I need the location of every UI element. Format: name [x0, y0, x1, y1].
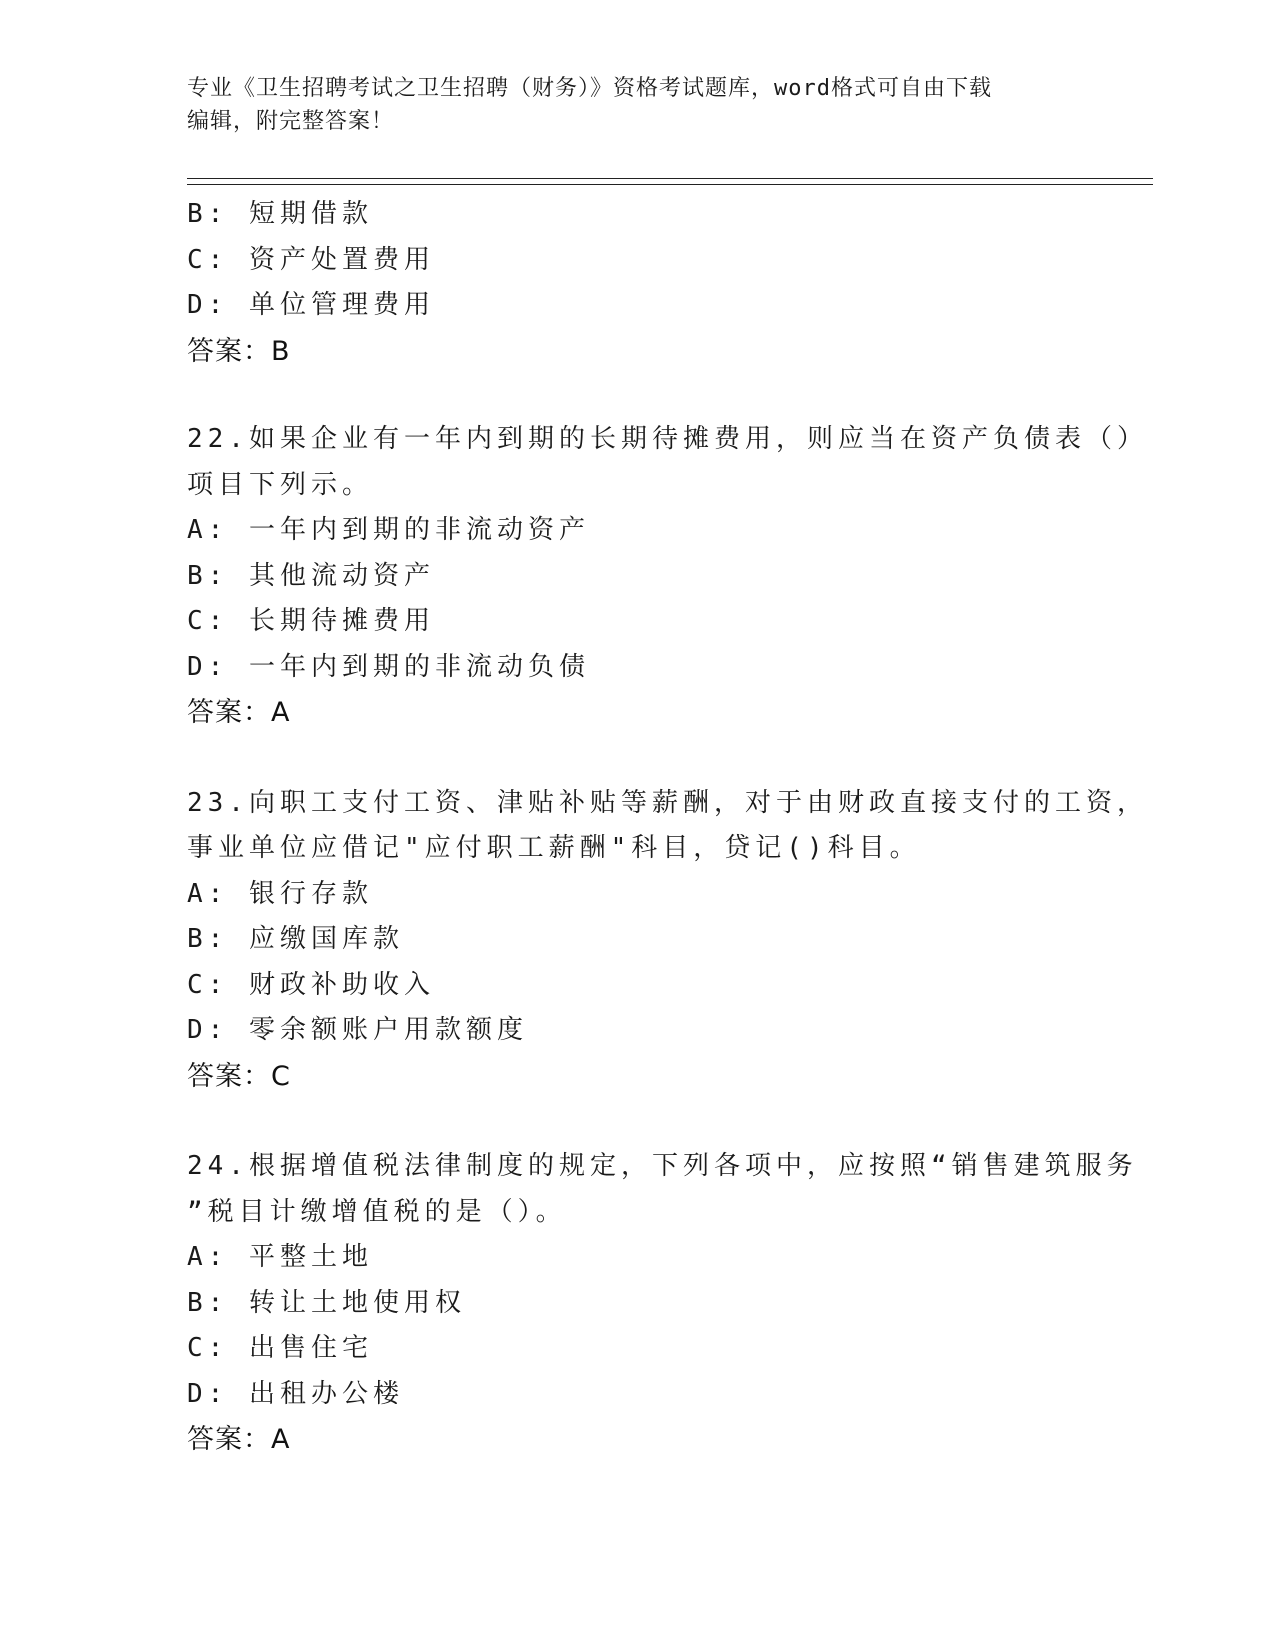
answer-line: 答案：A — [187, 1424, 291, 1455]
option-d: D: 出租办公楼 — [187, 1378, 404, 1409]
question-stem-line: 事业单位应借记"应付职工薪酬"科目，贷记()科目。 — [187, 833, 921, 863]
question-22 — [187, 417, 1147, 736]
option-b: B: 转让土地使用权 — [187, 1287, 466, 1318]
question-24 — [187, 1144, 1147, 1463]
option-d: D: 单位管理费用 — [187, 290, 435, 320]
answer-line: 答案：C — [187, 1060, 291, 1092]
option-d: D: 零余额账户用款额度 — [187, 1015, 528, 1045]
header-line-2: 编辑，附完整答案！ — [187, 109, 395, 134]
option-a: A: 银行存款 — [187, 878, 373, 909]
question-21-continued — [187, 192, 1147, 374]
question-stem-line: 22.如果企业有一年内到期的长期待摊费用，则应当在资产负债表（） — [187, 424, 1148, 454]
question-list — [187, 192, 1147, 1463]
option-a: A: 一年内到期的非流动资产 — [187, 515, 590, 545]
option-c: C: 资产处置费用 — [187, 244, 435, 275]
option-b: B: 短期借款 — [187, 199, 373, 229]
spacer — [187, 736, 1147, 781]
option-b: B: 其他流动资产 — [187, 560, 435, 591]
option-d: D: 一年内到期的非流动负债 — [187, 651, 590, 682]
header-divider — [187, 178, 1153, 185]
answer-line: 答案：A — [187, 697, 291, 728]
option-c: C: 财政补助收入 — [187, 969, 435, 1000]
option-c: C: 出售住宅 — [187, 1333, 373, 1363]
spacer — [187, 374, 1147, 417]
option-b: B: 应缴国库款 — [187, 924, 404, 954]
question-stem-line: ”税目计缴增值税的是（）。 — [187, 1196, 567, 1227]
option-a: A: 平整土地 — [187, 1242, 373, 1272]
question-stem-line: 24.根据增值税法律制度的规定，下列各项中，应按照“销售建筑服务 — [187, 1151, 1138, 1181]
answer-line: 答案：B — [187, 335, 291, 367]
question-23 — [187, 781, 1147, 1100]
question-stem-line: 23.向职工支付工资、津贴补贴等薪酬，对于由财政直接支付的工资， — [187, 787, 1148, 818]
header-line-1: 专业《卫生招聘考试之卫生招聘（财务）》资格考试题库，word格式可自由下载 — [187, 76, 992, 101]
spacer — [187, 1099, 1147, 1144]
question-stem-line: 项目下列示。 — [187, 469, 374, 500]
document-header — [187, 72, 1067, 138]
option-c: C: 长期待摊费用 — [187, 606, 435, 636]
